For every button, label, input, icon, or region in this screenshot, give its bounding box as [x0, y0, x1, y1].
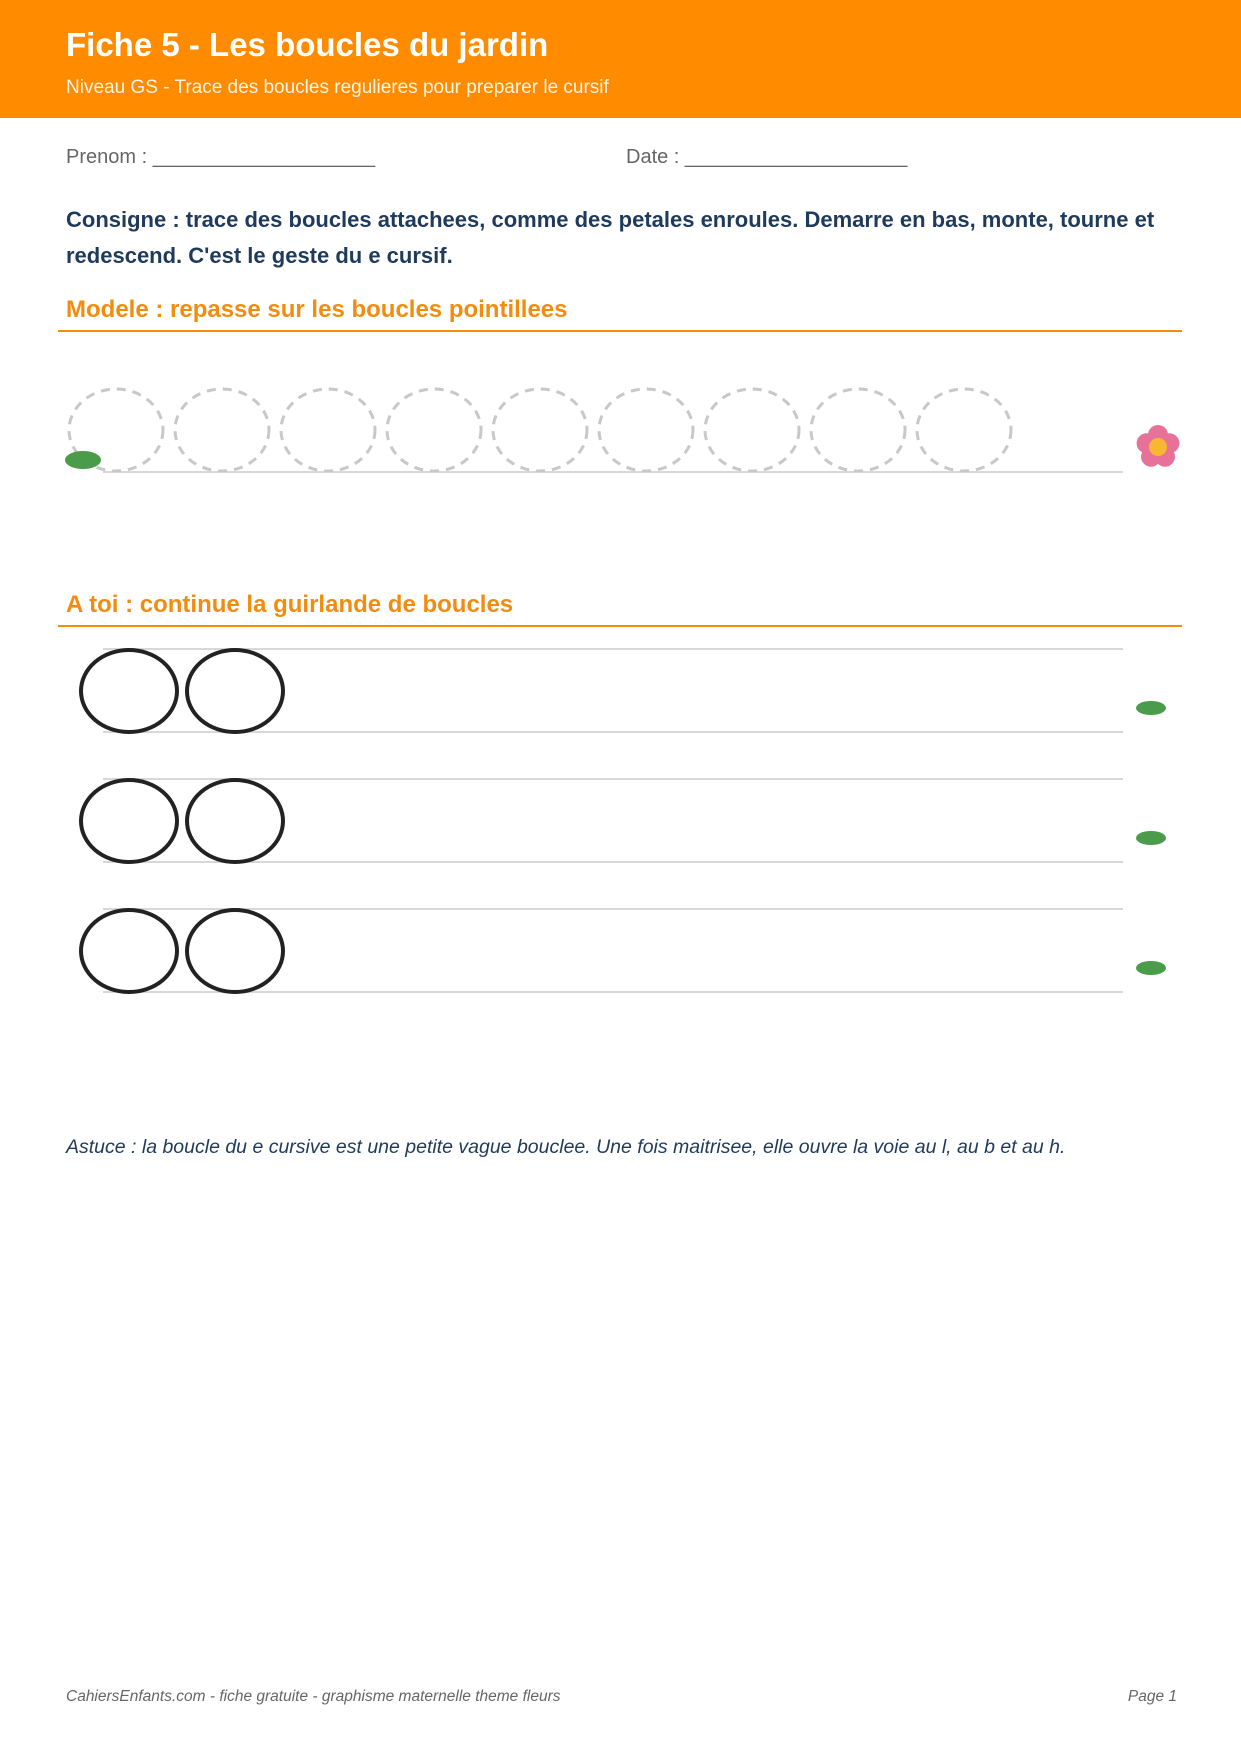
example-loop — [187, 650, 283, 732]
flower-icon — [1137, 425, 1180, 467]
dashed-loop — [599, 389, 693, 471]
example-loop — [187, 910, 283, 992]
model-dashed-loops — [69, 389, 1011, 471]
tip-text: Astuce : la boucle du e cursive est une petite vague bouclee. Une fois maitrisee, elle ouvre la voie au l, au b et au h. — [66, 1136, 1066, 1158]
practice-section-title: A toi : continue la guirlande de boucles — [66, 591, 514, 618]
end-leaf-icon — [1136, 831, 1166, 845]
prenom-field[interactable]: Prenom : ____________________ — [66, 146, 376, 168]
date-field[interactable]: Date : ____________________ — [626, 146, 908, 168]
end-leaf-icon — [1136, 961, 1166, 975]
footer-page-number: Page 1 — [1127, 1688, 1177, 1705]
footer-source: CahiersEnfants.com - fiche gratuite - graphisme maternelle theme fleurs — [66, 1688, 561, 1705]
example-loop — [81, 650, 177, 732]
end-leaf-icon — [1136, 701, 1166, 715]
page-title: Fiche 5 - Les boucles du jardin — [66, 26, 549, 63]
example-loop — [81, 780, 177, 862]
dashed-loop — [387, 389, 481, 471]
example-loop — [81, 910, 177, 992]
example-loop — [187, 780, 283, 862]
dashed-loop — [493, 389, 587, 471]
start-leaf-icon — [65, 451, 101, 469]
instruction-text: Consigne : trace des boucles attachees, comme des petales enroules. Demarre en bas, monte, tourne et redescend. C'est le geste du e cursif. — [66, 207, 1155, 268]
practice-rows — [81, 649, 1166, 992]
dashed-loop — [705, 389, 799, 471]
dashed-loop — [175, 389, 269, 471]
dashed-loop — [811, 389, 905, 471]
dashed-loop — [917, 389, 1011, 471]
model-section-title: Modele : repasse sur les boucles pointillees — [66, 296, 568, 323]
page-subtitle: Niveau GS - Trace des boucles regulieres pour preparer le cursif — [66, 77, 609, 98]
dashed-loop — [281, 389, 375, 471]
